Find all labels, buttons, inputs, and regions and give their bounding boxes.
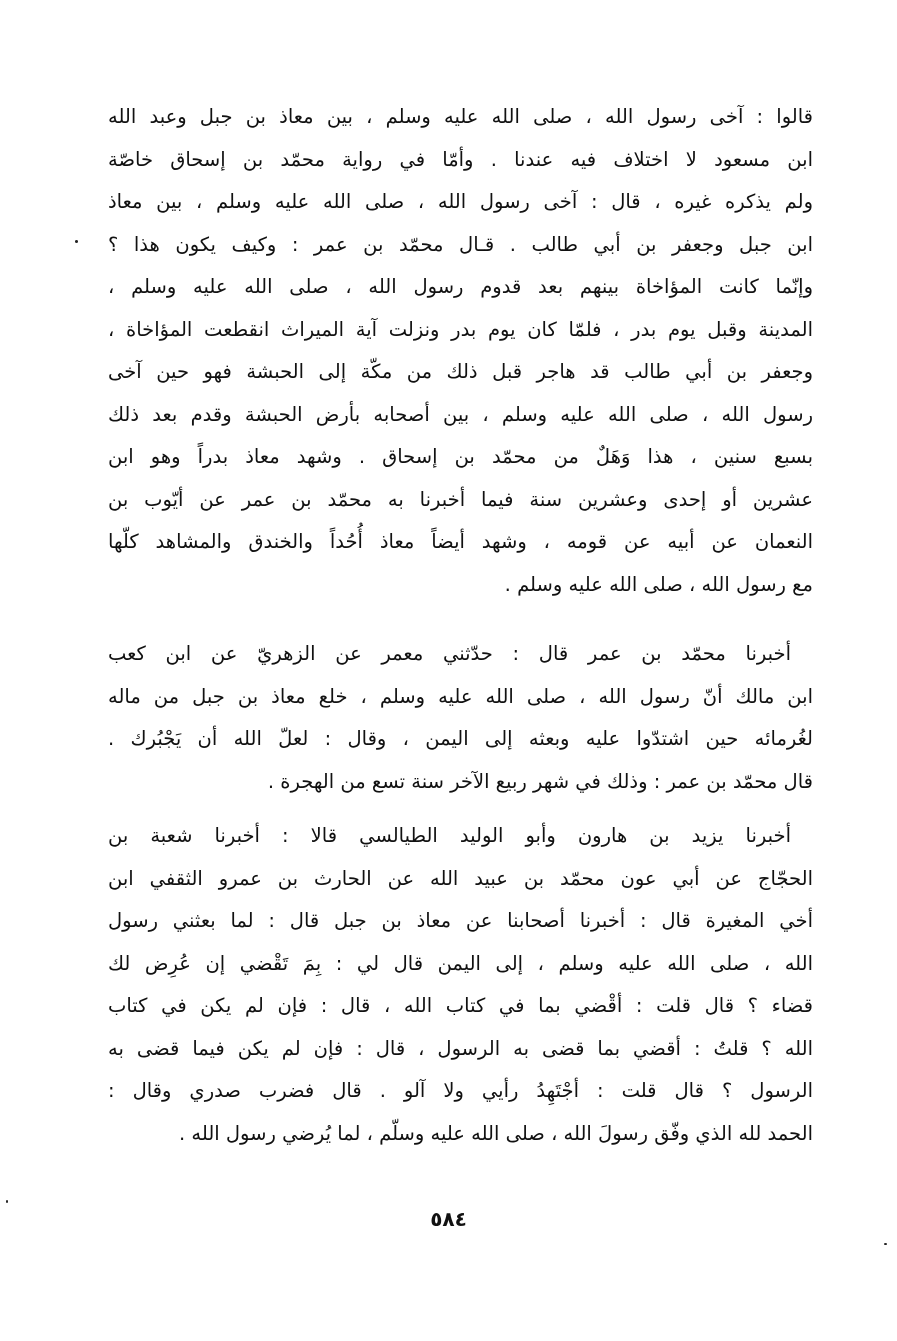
text-line: الله ، صلى الله عليه وسلم ، إلى اليمن قال لي : بِمَ تَقْضي إن عُرِض لك (108, 951, 813, 975)
text-line: الرسول ؟ قال قلت : أجْتَهِدُ رأيي ولا آلو . قال فضرب صدري وقال : (108, 1079, 813, 1102)
text-line: بسبع سنين ، هذا وَهَلٌ من محمّد بن إسحاق . وشهد معاذ بدراً وهو ابن (108, 445, 813, 468)
scan-speck (884, 1243, 887, 1245)
text-line: أخي المغيرة قال : أخبرنا أصحابنا عن معاذ بن جبل قال : لما بعثني رسول (108, 909, 813, 932)
text-line: المدينة وقبل يوم بدر ، فلمّا كان يوم بدر ونزلت آية الميراث انقطعت المؤاخاة ، (108, 317, 813, 341)
text-line: لغُرمائه حين اشتدّوا عليه وبعثه إلى اليمن ، وقال : لعلّ الله أن يَجْبُرك . (108, 727, 813, 750)
text-line: مع رسول الله ، صلى الله عليه وسلم . (504, 572, 813, 596)
text-line: النعمان عن أبيه عن قومه ، وشهد أيضاً معاذ أُحُداً والخندق والمشاهد كلّها (108, 530, 813, 553)
text-line: أخبرنا محمّد بن عمر قال : حدّثني معمر عن الزهريّ عن ابن كعب (108, 642, 791, 665)
text-line: قال محمّد بن عمر : وذلك في شهر ربيع الآخر سنة تسع من الهجرة . (267, 769, 813, 793)
text-line: عشرين أو إحدى وعشرين سنة فيما أخبرنا به محمّد بن عمر عن أيّوب بن (108, 487, 813, 511)
text-line: ابن جبل وجعفر بن أبي طالب . قـال محمّد بن عمر : وكيف يكون هذا ؟ (108, 232, 813, 256)
page-number: ٥٨٤ (430, 1207, 467, 1231)
text-line: وإنّما كانت المؤاخاة بينهم بعد قدوم رسول الله ، صلى الله عليه وسلم ، (108, 275, 813, 298)
text-line: رسول الله ، صلى الله عليه وسلم ، بين أصحابه بأرض الحبشة وقدم بعد ذلك (108, 402, 813, 426)
text-line: ابن مالك أنّ رسول الله ، صلى الله عليه وسلم ، خلع معاذ بن جبل من ماله (108, 684, 813, 708)
text-line: الله ؟ قلتُ : أقضي بما قضى به الرسول ، قال : فإن لم يكن فيما قضى به (108, 1036, 813, 1060)
text-line: ابن مسعود لا اختلاف فيه عندنا . وأمّا في رواية محمّد بن إسحاق خاصّة (108, 147, 813, 171)
scan-speck (6, 1200, 8, 1203)
text-line: قالوا : آخى رسول الله ، صلى الله عليه وسلم ، بين معاذ بن جبل وعبد الله (108, 105, 813, 128)
scan-speck (75, 240, 78, 243)
text-line: وجعفر بن أبي طالب قد هاجر قبل ذلك من مكّة إلى الحبشة فهو حين آخى (108, 360, 813, 383)
text-line: الحمد لله الذي وفّق رسولَ الله ، صلى الله عليه وسلّم ، لما يُرضي رسول الله . (179, 1121, 813, 1145)
text-line: أخبرنا يزيد بن هارون وأبو الوليد الطيالسي قالا : أخبرنا شعبة بن (108, 824, 791, 847)
text-line: الحجّاج عن أبي عون محمّد بن عبيد الله عن الحارث بن عمرو الثقفي ابن (108, 866, 813, 890)
text-line: ولم يذكره غيره ، قال : آخى رسول الله ، صلى الله عليه وسلم ، بين معاذ (108, 190, 813, 213)
text-line: قضاء ؟ قال قلت : أقْضي بما في كتاب الله ، قال : فإن لم يكن في كتاب (108, 994, 813, 1017)
